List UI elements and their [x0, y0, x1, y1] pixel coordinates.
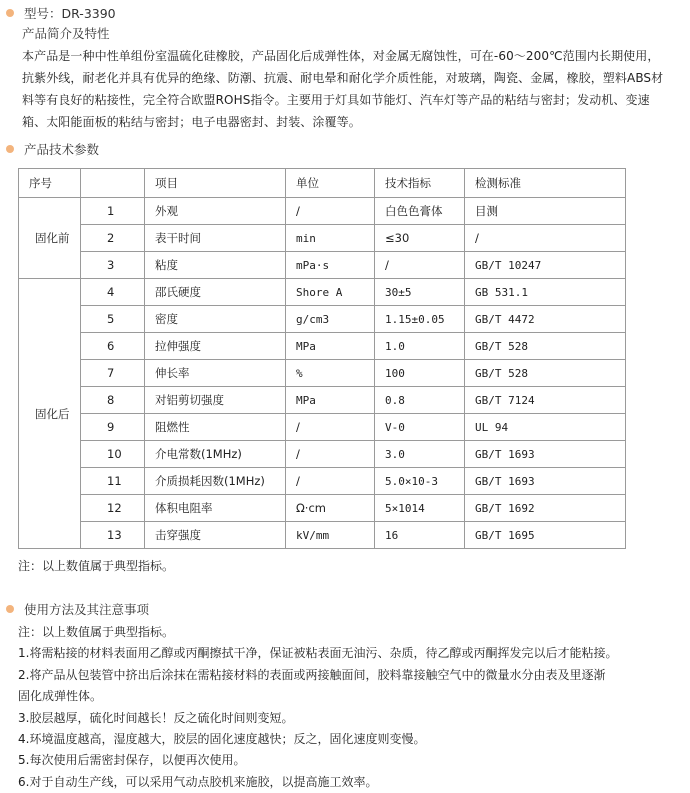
intro-line: 箱、太阳能面板的粘结与密封；电子电器密封、封装、涂覆等。 [22, 115, 361, 129]
usage-line: 2.将产品从包装管中挤出后涂抹在需粘接材料的表面或两接触面间，胶料靠接触空气中的微量水分由表及里逐渐 [18, 667, 606, 682]
row-std: UL 94 [465, 414, 626, 441]
row-unit: g/cm3 [286, 306, 375, 333]
row-unit: Ω·cm [286, 495, 375, 522]
row-item: 密度 [145, 306, 286, 333]
usage-title: 使用方法及其注意事项 [24, 602, 150, 617]
row-no: 7 [81, 360, 145, 387]
row-std: 目测 [465, 198, 626, 225]
row-unit: min [286, 225, 375, 252]
row-unit: MPa [286, 387, 375, 414]
intro-paragraph [22, 45, 686, 133]
tech-heading [6, 139, 99, 159]
table-row [19, 252, 626, 279]
table-row [19, 198, 626, 225]
row-spec: ≤30 [375, 225, 465, 252]
row-no: 4 [81, 279, 145, 306]
table-row [19, 333, 626, 360]
row-no: 5 [81, 306, 145, 333]
row-std: GB/T 1695 [465, 522, 626, 549]
intro-line: 料等有良好的粘接性，完全符合欧盟ROHS指令。主要用于灯具如节能灯、汽车灯等产品的粘结与密封；发动机、变速 [22, 93, 650, 107]
row-item: 阻燃性 [145, 414, 286, 441]
intro-title: 产品简介及特性 [22, 26, 110, 41]
table-row [19, 441, 626, 468]
group-before-cure: 固化前 [19, 198, 81, 279]
table-row [19, 279, 626, 306]
row-spec: 5×1014 [375, 495, 465, 522]
intro-line: 抗紫外线，耐老化并具有优异的绝缘、防潮、抗震、耐电晕和耐化学介质性能，对玻璃，陶瓷、金属，橡胶，塑料ABS材 [22, 71, 664, 85]
row-std: GB/T 528 [465, 360, 626, 387]
row-no: 12 [81, 495, 145, 522]
bullet-dot-icon [6, 9, 14, 17]
model-label: 型号：DR-3390 [24, 6, 116, 21]
col-header-item: 项目 [145, 169, 286, 198]
bullet-dot-icon [6, 605, 14, 613]
usage-line: 6.对于自动生产线，可以采用气动点胶机来施胶，以提高施工效率。 [18, 774, 378, 789]
row-spec: / [375, 252, 465, 279]
row-unit: kV/mm [286, 522, 375, 549]
row-spec: 30±5 [375, 279, 465, 306]
model-heading [6, 3, 116, 23]
table-row [19, 306, 626, 333]
table-row [19, 522, 626, 549]
row-spec: 1.0 [375, 333, 465, 360]
row-std: GB/T 4472 [465, 306, 626, 333]
row-no: 3 [81, 252, 145, 279]
row-no: 2 [81, 225, 145, 252]
row-item: 外观 [145, 198, 286, 225]
row-unit: MPa [286, 333, 375, 360]
usage-list [18, 622, 686, 793]
row-item: 介电常数(1MHz) [145, 441, 286, 468]
usage-line: 1.将需粘接的材料表面用乙醇或丙酮擦拭干净，保证被粘表面无油污、杂质，待乙醇或丙酮挥发完以后才能粘接。 [18, 646, 618, 661]
row-spec: V-0 [375, 414, 465, 441]
row-no: 10 [81, 441, 145, 468]
row-item: 表干时间 [145, 225, 286, 252]
row-no: 1 [81, 198, 145, 225]
row-no: 8 [81, 387, 145, 414]
table-row [19, 468, 626, 495]
usage-line: 注：以上数值属于典型指标。 [18, 625, 175, 639]
usage-line: 固化成弹性体。 [18, 689, 103, 704]
table-row [19, 387, 626, 414]
usage-heading [6, 599, 149, 619]
row-no: 9 [81, 414, 145, 441]
row-unit: / [286, 198, 375, 225]
row-std: GB/T 1693 [465, 468, 626, 495]
col-header-blank [81, 169, 145, 198]
row-item: 体积电阻率 [145, 495, 286, 522]
col-header-std: 检测标准 [465, 169, 626, 198]
table-row [19, 495, 626, 522]
row-spec: 0.8 [375, 387, 465, 414]
row-item: 拉伸强度 [145, 333, 286, 360]
col-header-spec: 技术指标 [375, 169, 465, 198]
row-no: 13 [81, 522, 145, 549]
row-item: 对铝剪切强度 [145, 387, 286, 414]
row-std: GB/T 1692 [465, 495, 626, 522]
row-item: 介质损耗因数(1MHz) [145, 468, 286, 495]
row-unit: / [286, 441, 375, 468]
row-std: GB 531.1 [465, 279, 626, 306]
row-spec: 100 [375, 360, 465, 387]
row-std: GB/T 528 [465, 333, 626, 360]
row-no: 6 [81, 333, 145, 360]
usage-line: 4.环境温度越高，湿度越大，胶层的固化速度越快；反之，固化速度则变慢。 [18, 732, 426, 747]
bullet-dot-icon [6, 145, 14, 153]
row-spec: 5.0×10-3 [375, 468, 465, 495]
usage-line: 3.胶层越厚，硫化时间越长！反之硫化时间则变短。 [18, 710, 294, 725]
col-header-unit: 单位 [286, 169, 375, 198]
table-row [19, 360, 626, 387]
row-spec: 白色色膏体 [375, 198, 465, 225]
row-unit: / [286, 468, 375, 495]
row-no: 11 [81, 468, 145, 495]
row-std: / [465, 225, 626, 252]
row-unit: / [286, 414, 375, 441]
row-item: 邵氏硬度 [145, 279, 286, 306]
intro-line: 本产品是一种中性单组份室温硫化硅橡胶，产品固化后成弹性体，对金属无腐蚀性，可在-60～200℃范围内长期使用， [22, 49, 660, 63]
tech-spec-table [18, 168, 626, 549]
row-unit: % [286, 360, 375, 387]
tech-title: 产品技术参数 [24, 142, 100, 157]
table-note: 注：以上数值属于典型指标。 [18, 559, 175, 573]
group-after-cure: 固化后 [19, 279, 81, 549]
row-std: GB/T 10247 [465, 252, 626, 279]
row-item: 击穿强度 [145, 522, 286, 549]
col-header-no: 序号 [19, 169, 81, 198]
row-spec: 16 [375, 522, 465, 549]
usage-line: 5.每次使用后需密封保存，以便再次使用。 [18, 753, 246, 768]
row-spec: 1.15±0.05 [375, 306, 465, 333]
row-std: GB/T 1693 [465, 441, 626, 468]
row-item: 粘度 [145, 252, 286, 279]
row-unit: Shore A [286, 279, 375, 306]
row-std: GB/T 7124 [465, 387, 626, 414]
row-unit: mPa·s [286, 252, 375, 279]
table-header-row [19, 169, 626, 198]
row-spec: 3.0 [375, 441, 465, 468]
row-item: 伸长率 [145, 360, 286, 387]
table-row [19, 414, 626, 441]
table-row [19, 225, 626, 252]
